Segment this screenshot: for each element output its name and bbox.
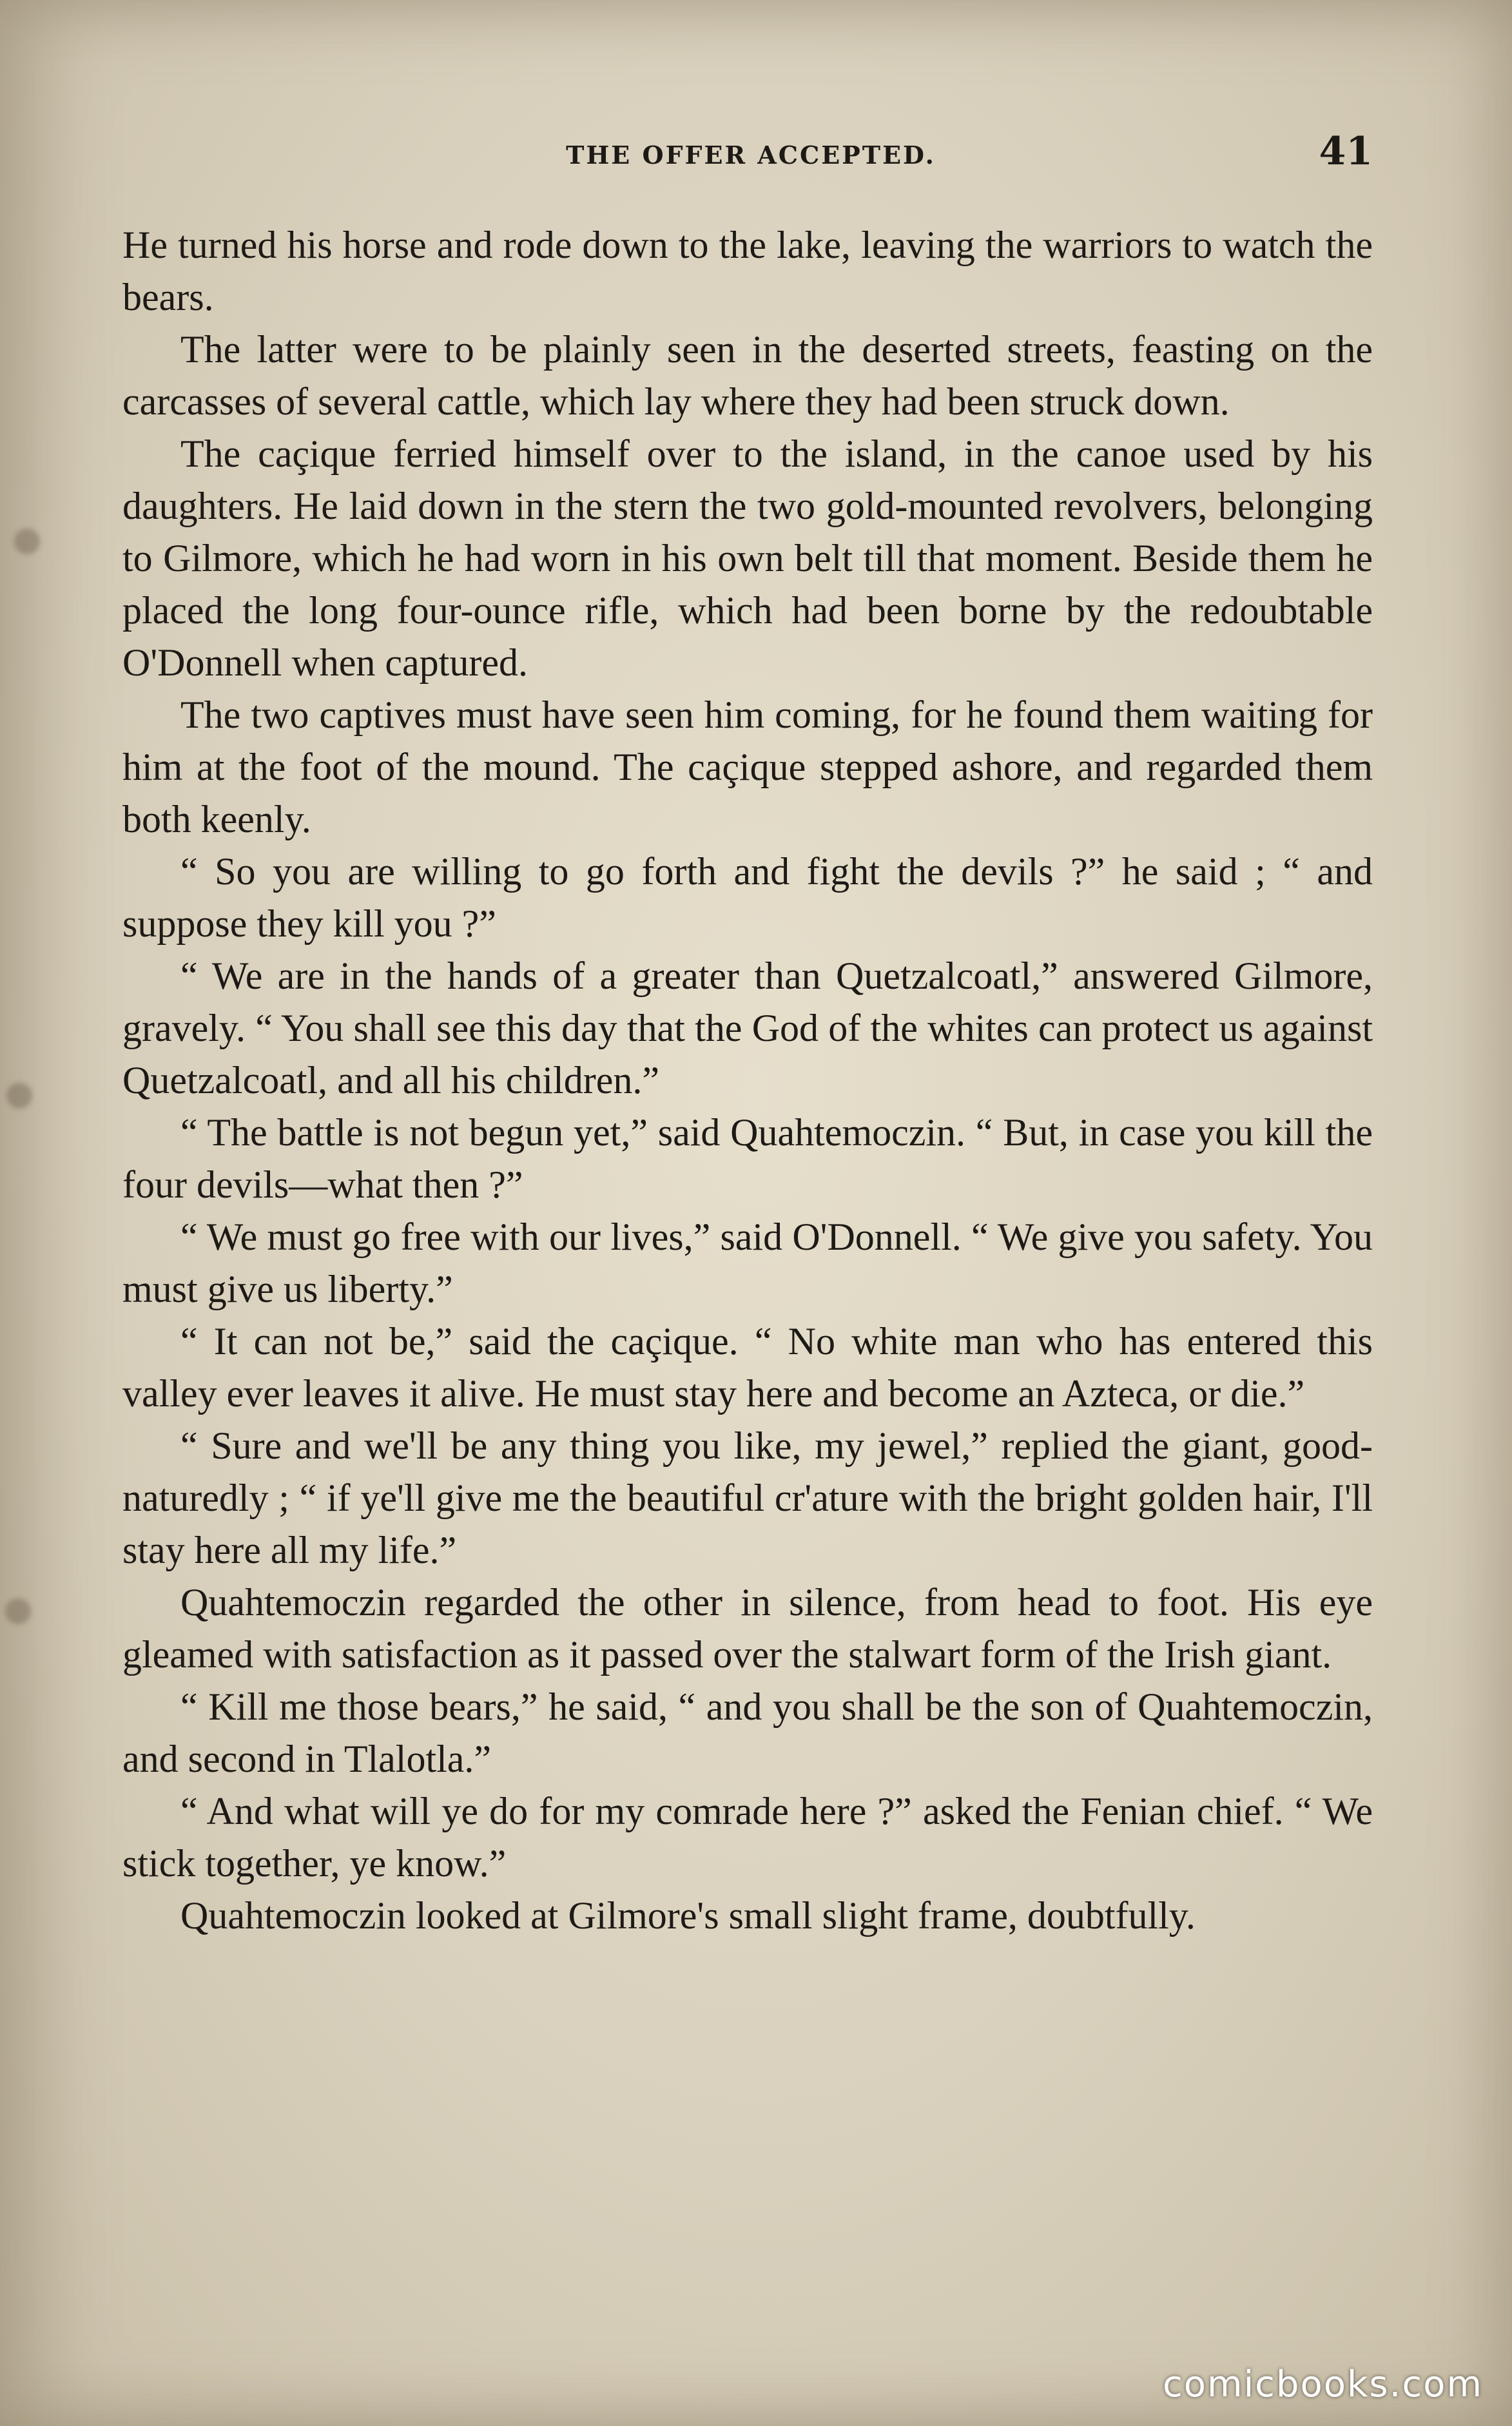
page-stain	[5, 1598, 31, 1624]
paragraph: Quahtemoczin regarded the other in silence, from head to foot. His eye gleamed with satisfaction as it passed over the stalwart form of the Irish giant.	[122, 1581, 1373, 1676]
paragraph: He turned his horse and rode down to the lake, leaving the warriors to watch the bears.	[122, 224, 1373, 318]
paragraph: “ Sure and we'll be any thing you like, my jewel,” replied the giant, good-naturedly ; “ if ye'll give me the beautiful cr'ature with the bright golden hair, I'll stay here all my life.”	[122, 1424, 1373, 1571]
running-title: THE OFFER ACCEPTED.	[566, 141, 936, 170]
page-stain	[14, 529, 40, 554]
watermark: comicbooks.com	[1162, 2363, 1483, 2405]
page-stain	[6, 1083, 32, 1109]
paragraph: “ The battle is not begun yet,” said Quahtemoczin. “ But, in case you kill the four devils—what then ?”	[122, 1111, 1373, 1206]
paragraph: The latter were to be plainly seen in the deserted streets, feasting on the carcasses of several cattle, which lay where they had been struck down.	[122, 328, 1373, 423]
paragraph: “ Kill me those bears,” he said, “ and you shall be the son of Quahtemoczin, and second in Tlalotla.”	[122, 1685, 1373, 1780]
paragraph: The two captives must have seen him coming, for he found them waiting for him at the foot of the mound. The caçique stepped ashore, and regarded them both keenly.	[122, 694, 1373, 840]
running-head	[129, 129, 1373, 180]
paragraph: The caçique ferried himself over to the island, in the canoe used by his daughters. He laid down in the stern the two gold-mounted revolvers, belonging to Gilmore, which he had worn in his own belt till that moment. Beside them he placed the long four-ounce rifle, which had been borne by the redoubtable O'Donnell when captured.	[122, 432, 1373, 684]
paragraph: Quahtemoczin looked at Gilmore's small slight frame, doubtfully.	[180, 1894, 1196, 1937]
paragraph: “ So you are willing to go forth and fight the devils ?” he said ; “ and suppose they kill you ?”	[122, 850, 1373, 945]
paragraph: “ We must go free with our lives,” said O'Donnell. “ We give you safety. You must give us liberty.”	[122, 1216, 1373, 1310]
paragraph: “ And what will ye do for my comrade here ?” asked the Fenian chief. “ We stick together, ye know.”	[122, 1790, 1373, 1885]
paragraph: “ It can not be,” said the caçique. “ No white man who has entered this valley ever leaves it alive. He must stay here and become an Azteca, or die.”	[122, 1320, 1373, 1415]
paragraph: “ We are in the hands of a greater than Quetzalcoatl,” answered Gilmore, gravely. “ You shall see this day that the God of the whites can protect us against Quetzalcoatl, and all his children.”	[122, 955, 1373, 1101]
body-text	[122, 219, 1373, 1942]
page-number: 41	[1319, 129, 1373, 174]
